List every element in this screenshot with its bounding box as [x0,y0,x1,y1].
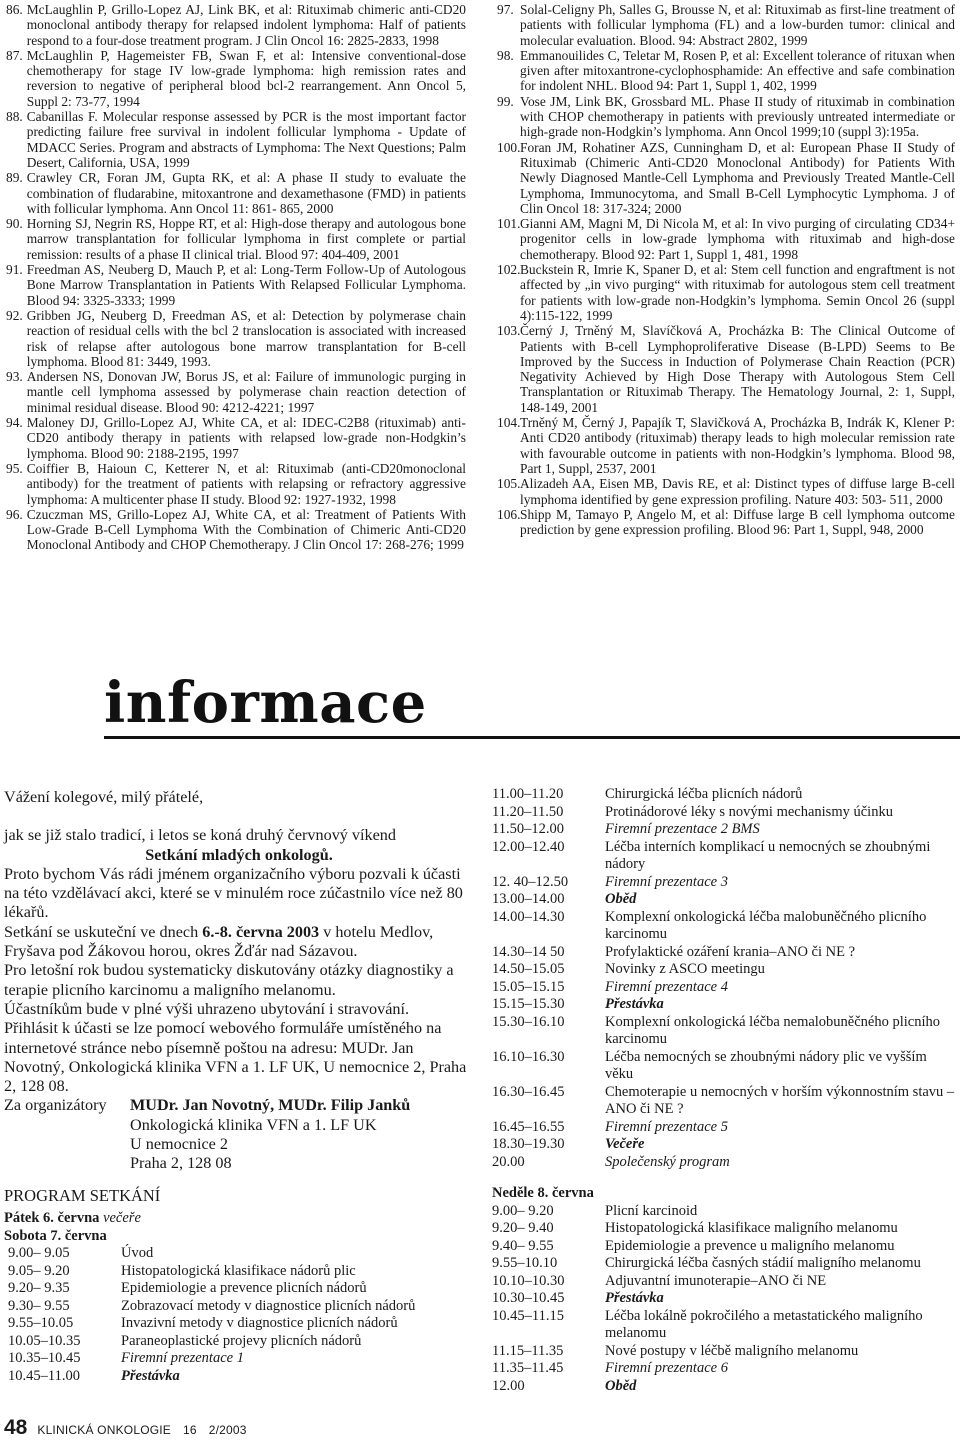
schedule-time: 12.00–12.40 [492,838,565,855]
reference-text: Horning SJ, Negrin RS, Hoppe RT, et al: High-dose therapy and autologous bone marrow transplantation for follicular lymphoma in first complete or partial remission: results of a phase II clinical trial. Blood 97: 404-409, 2001 [26,216,466,262]
schedule-row [492,1084,957,1119]
schedule-topic: Komplexní onkologická léčba malobuněčného plicního karcinomu [605,908,927,942]
schedule-row [4,1298,474,1316]
reference-item [497,216,955,262]
reference-text: Vose JM, Link BK, Grossbard ML. Phase II study of rituximab in combination with CHOP chemotherapy in patients with previously untreated intermediate or high-grade non-Hodgkin’s lymphoma. Ann Oncol 1999;10 (suppl 3):195a. [520,93,955,140]
schedule-topic: Histopatologická klasifikace maligního melanomu [605,1220,898,1236]
schedule-time: 9.20– 9.40 [492,1220,554,1236]
reference-item [497,140,955,216]
schedule-row [492,1378,957,1396]
schedule-topic: Epidemiologie a prevence plicních nádorů [121,1280,367,1296]
reference-text: Gribben JG, Neuberg D, Freedman AS, et al: Detection by polymerase chain reaction of residual cells with the bcl 2 translocation is associated with increased risk of relapse after autologous bone marrow transplantation for B-cell lymphoma. Blood 81: 3449, 1993. [26,307,466,369]
reference-number: 90. [6,216,23,232]
reference-item [497,507,955,538]
schedule-row [4,1368,474,1386]
organizers-line-4: Praha 2, 128 08 [130,1154,232,1173]
journal-info [37,1422,246,1438]
schedule-time: 9.00– 9.05 [8,1245,70,1261]
reference-text: Gianni AM, Magni M, Di Nicola M, et al: In vivo purging of circulating CD34+ progenitor cells in low-grade lymphoma with rituximab and high-dose chemotherapy. Blood 92: Part 1, Suppl 1, 481, 1998 [520,216,955,262]
invitation-letter [4,788,474,1174]
reference-number: 98. [497,47,514,63]
schedule-time: 10.45–11.00 [8,1367,80,1384]
schedule-row [492,1220,957,1238]
schedule-row [4,1315,474,1333]
reference-text: McLaughlin P, Grillo-Lopez AJ, Link BK, et al: Rituximab chimeric anti-CD20 monoclonal antibody therapy for relapsed indolent lymphoma: Half of patients respond to a four-dose treatment program. J Clin Oncol 16: 2825-2833, 1998 [26,2,466,48]
organizers-names: MUDr. Jan Novotný, MUDr. Filip Janků [130,1096,411,1115]
schedule-time: 14.30–14 50 [492,943,565,960]
schedule-topic: Chemoterapie u nemocných v horším výkonnostním stavu – ANO či NE ? [605,1083,955,1117]
schedule-topic: Komplexní onkologická léčba nemalobuněčného plicního karcinomu [605,1013,941,1047]
schedule-time: 15.15–15.30 [492,996,565,1012]
reference-text: Emmanouilides C, Teletar M, Rosen P, et al: Excellent tolerance of rituxan when given after mitoxantrone-cyclophosphamide: An effective and safe combination for indolent NHL. Blood 94: Part 1, Suppl 1, 402, 1999 [520,47,955,94]
reference-number: 104. [497,415,521,431]
schedule-row [4,1245,474,1263]
p2-text-b: v hotelu Medlov, Fryšava pod Žákovou horou, okres Žďár nad Sázavou. [4,922,434,961]
schedule-row [492,944,957,962]
schedule-time: 10.30–10.45 [492,1290,565,1306]
reference-text: Cabanillas F. Molecular response assessed by PCR is the most important factor predicting failure free survival in indolent follicular lymphoma - Update of MDACC Series. Program and abstracts of Lymphoma: The Next Questions; Palm Desert, California, USA, 1999 [26,109,466,170]
event-name: Setkání mladých onkologů. [145,845,333,864]
reference-text: Freedman AS, Neuberg D, Mauch P, et al: Long-Term Follow-Up of Autologous Bone Marrow Transplantation in Patients With Relapsed Follicular Lymphoma. Blood 94: 3325-3333; 1999 [26,262,466,308]
reference-text: Trněný M, Černý J, Papajík T, Slavičková A, Procházka B, Indrák K, Klener P: Anti CD20 antibody (rituximab) therapy leads to high molecular remission rate with favourable outcome in patients with non-Hodgkin’s lymphoma. Blood 98, Part 1, Suppl, 2537, 2001 [520,415,955,476]
schedule-row [492,979,957,997]
program-title: PROGRAM SETKÁNÍ [4,1186,161,1205]
schedule-row [492,996,957,1014]
schedule-time: 10.05–10.35 [8,1332,81,1349]
schedule-row [492,1014,957,1049]
references-left-column [6,2,466,553]
schedule-topic: Firemní prezentace 5 [605,1118,728,1135]
organizers-label: Za organizátory [4,1096,107,1115]
paragraph-4: Účastníkům bude v plné výši uhrazeno ubytování i stravování. [4,999,410,1018]
schedule-topic: Firemní prezentace 2 BMS [605,821,760,837]
schedule-time: 11.35–11.45 [492,1360,564,1376]
schedule-time: 9.00– 9.20 [492,1202,554,1219]
schedule-topic: Firemní prezentace 1 [121,1350,244,1366]
reference-item [497,476,955,507]
paragraph-1: Proto bychom Vás rádi jménem organizačního výboru pozvali k účasti na této vzdělávací akci, které se v minulém roce zúčastnilo více než 80 lékařů. [4,864,463,922]
schedule-topic: Paraneoplastické projevy plicních nádorů [121,1332,362,1349]
reference-text: Buckstein R, Imrie K, Spaner D, et al: Stem cell function and engraftment is not affected by „in vivo purging“ with rituximab for autologous stem cell treatment for patients with low-grade non-Hodgkin’s lymphoma. Semin Oncol 26 (suppl 4):115-122, 1999 [520,262,955,323]
schedule-topic: Oběd [605,891,637,907]
schedule-row [492,804,957,822]
schedule-time: 11.15–11.35 [492,1342,564,1359]
schedule-topic: Léčba interních komplikací u nemocných se zhoubnými nádory [605,838,931,872]
reference-number: 89. [6,170,23,186]
reference-number: 105. [497,476,521,492]
schedule-right [492,786,957,1395]
reference-text: McLaughlin P, Hagemeister FB, Swan F, et al: Intensive conventional-dose chemotherapy for stage IV low-grade lymphoma: high remission rates and reversion to negative of peripheral blood bcl-2 rearrangement. Ann Oncol 5, Suppl 2: 73-77, 1994 [26,47,466,109]
schedule-row [492,1290,957,1308]
schedule-row [492,874,957,892]
reference-item [497,94,955,140]
journal-name: KLINICKÁ ONKOLOGIE [37,1423,171,1437]
schedule-left [4,1210,474,1385]
reference-item [6,507,466,553]
schedule-row [492,891,957,909]
schedule-time: 16.30–16.45 [492,1083,565,1100]
schedule-row [492,839,957,874]
schedule-row [492,1273,957,1291]
schedule-row [492,786,957,804]
schedule-row [492,1255,957,1273]
reference-item [497,48,955,94]
schedule-row [492,1238,957,1256]
reference-text: Solal-Celigny Ph, Salles G, Brousse N, et al: Rituximab as first-line treatment of patients with follicular lymphoma (FL) and a low-burden tumor: clinical and molecular evaluation. Blood. 94: Abstract 2802, 1999 [520,2,955,48]
journal-issue: 2/2003 [208,1423,247,1437]
reference-number: 99. [497,93,514,109]
schedule-topic: Chirurgická léčba plicních nádorů [605,786,803,802]
schedule-topic: Adjuvantní imunoterapie–ANO či NE [605,1272,827,1289]
schedule-time: 16.45–16.55 [492,1118,565,1135]
schedule-time: 11.20–11.50 [492,803,564,820]
schedule-topic: Přestávka [605,996,664,1012]
reference-item [6,415,466,461]
schedule-time: 13.00–14.00 [492,891,565,907]
schedule-row [492,1119,957,1137]
reference-number: 101. [497,216,521,232]
section-heading: informace [104,670,427,736]
reference-item [6,109,466,170]
schedule-row [492,1203,957,1221]
schedule-row [492,1049,957,1084]
reference-number: 97. [497,2,514,17]
reference-number: 91. [6,262,23,278]
schedule-time: 20.00 [492,1153,525,1170]
schedule-topic: Protinádorové léky s novými mechanismy účinku [605,803,893,820]
reference-number: 87. [6,47,23,63]
journal-volume: 16 [183,1423,197,1437]
schedule-time: 15.05–15.15 [492,978,565,995]
schedule-topic: Firemní prezentace 3 [605,873,728,890]
reference-number: 106. [497,506,521,522]
schedule-time: 12.00 [492,1377,525,1394]
schedule-time: 11.50–12.00 [492,821,564,837]
schedule-row [492,1308,957,1343]
schedule-time: 15.30–16.10 [492,1013,565,1030]
reference-item [6,461,466,507]
schedule-time: 12. 40–12.50 [492,873,569,890]
reference-item [6,48,466,109]
reference-item [6,2,466,48]
reference-text: Shipp M, Tamayo P, Angelo M, et al: Diffuse large B cell lymphoma outcome prediction by gene expression profiling. Blood 96: Part 1, Suppl, 948, 2000 [520,506,955,538]
schedule-topic: Přestávka [121,1367,180,1384]
paragraph-2 [4,923,474,962]
reference-text: Černý J, Trněný M, Slavíčková A, Procházka B: The Clinical Outcome of Patients with B-cell Lymphoproliferative Disease (B-LPD) Seems to Be Improved by the Success in Induction of Polymerase Chain Reaction (PCR) Negativity Achieved by High Dose Therapy with Autologous Stem Cell Transplantation or Rituximab Therapy. The Hematology Journal, 2: 1, Suppl, 148-149, 2001 [520,323,955,415]
reference-number: 103. [497,323,521,339]
schedule-topic: Firemní prezentace 6 [605,1360,728,1376]
schedule-time: 9.20– 9.35 [8,1280,70,1296]
schedule-topic: Firemní prezentace 4 [605,978,728,995]
schedule-row [492,1136,957,1154]
reference-text: Maloney DJ, Grillo-Lopez AJ, White CA, et al: IDEC-C2B8 (rituximab) anti-CD20 antibody therapy in patients with relapsed low-grade non-Hodgkin’s lymphoma. Blood 90: 2188-2195, 1997 [26,415,466,461]
schedule-row [4,1280,474,1298]
schedule-topic: Histopatologická klasifikace nádorů plic [121,1262,356,1279]
schedule-time: 14.50–15.05 [492,961,565,977]
reference-item [6,216,466,262]
schedule-time: 18.30–19.30 [492,1136,565,1152]
schedule-time: 16.10–16.30 [492,1048,565,1065]
schedule-time: 10.10–10.30 [492,1272,565,1289]
reference-number: 95. [6,460,23,476]
paragraph-3: Pro letošní rok budou systematicky diskutovány otázky diagnostiky a terapie plicního karcinomu a maligního melanomu. [4,961,454,999]
schedule-topic: Přestávka [605,1290,664,1306]
schedule-row [4,1263,474,1281]
reference-text: Czuczman MS, Grillo-Lopez AJ, White CA, et al: Treatment of Patients With Low-Grade B-Cell Lymphoma With the Combination of Chimeric Anti-CD20 Monoclonal Antibody and CHOP Chemotherapy. J Clin Oncol 17: 268-276; 1999 [26,506,466,553]
organizers-line-2: Onkologická klinika VFN a 1. LF UK [130,1115,377,1134]
heading-rule [104,736,960,739]
schedule-row [4,1333,474,1351]
schedule-time: 9.55–10.10 [492,1255,558,1271]
schedule-topic: Zobrazovací metody v diagnostice plicních nádorů [121,1297,416,1314]
reference-item [6,262,466,308]
schedule-topic: Večeře [605,1136,645,1152]
schedule-row [492,1360,957,1378]
page-number: 48 [4,1416,28,1439]
paragraph-5: Přihlásit k účasti se lze pomocí webového formuláře umístěného na internetové stránce nebo písemně poštou na adresu: MUDr. Jan Novotný, Onkologická klinika VFN a 1. LF UK, U nemocnice 2, Praha 2, 128 08. [4,1019,467,1096]
reference-text: Coiffier B, Haioun C, Ketterer N, et al: Rituximab (anti-CD20monoclonal antibody) for the treatment of patients with relapsing or refractory aggressive lymphoma: A multicenter phase II study. Blood 92: 1927-1932, 1998 [26,460,466,507]
schedule-topic: Léčba lokálně pokročilého a metastatického maligního melanomu [605,1307,923,1341]
schedule-topic: Léčba nemocných se zhoubnými nádory plic ve vyšším věku [605,1048,927,1082]
friday-note: večeře [103,1210,141,1226]
schedule-time: 10.35–10.45 [8,1350,81,1366]
schedule-topic: Chirurgická léčba časných stádií maligního melanomu [605,1255,921,1271]
references-right-column [497,2,955,537]
schedule-time: 9.40– 9.55 [492,1237,554,1254]
schedule-row [492,961,957,979]
schedule-row [492,821,957,839]
schedule-topic: Oběd [605,1377,637,1394]
p2-text-a: Setkání se uskuteční ve dnech [4,922,203,941]
reference-number: 88. [6,109,23,125]
reference-item [6,369,466,415]
organizers [4,1096,474,1173]
schedule-topic: Plicní karcinoid [605,1202,698,1219]
reference-item [6,170,466,216]
reference-item [497,323,955,415]
friday-day: Pátek 6. června [4,1210,100,1226]
schedule-topic: Nové postupy v léčbě maligního melanomu [605,1342,859,1359]
event-date: 6.-8. června 2003 [202,922,320,941]
schedule-row [492,909,957,944]
schedule-topic: Epidemiologie a prevence u maligního melanomu [605,1237,895,1254]
schedule-time: 9.30– 9.55 [8,1297,70,1314]
page-footer [4,1416,247,1439]
schedule-time: 11.00–11.20 [492,786,564,802]
organizers-line-3: U nemocnice 2 [130,1135,228,1154]
reference-text: Crawley CR, Foran JM, Gupta RK, et al: A phase II study to evaluate the combination of fludarabine, mitoxantrone and dexamethasone (FMD) in patients with follicular lymphoma. Ann Oncol 11: 861- 865, 2000 [26,170,466,216]
schedule-topic: Společenský program [605,1153,730,1170]
reference-text: Foran JM, Rohatiner AZS, Cunningham D, et al: European Phase II Study of Rituximab (Chimeric Anti-CD20 Monoclonal Antibody) for Patients With Newly Diagnosed Mantle-Cell Lymphoma and Previously Treated Mantle-Cell Lymphoma, Immunocytoma, and Small B-Cell Lymphocytic Lymphoma. J of Clin Oncol 18: 317-324; 2000 [520,139,955,216]
reference-number: 94. [6,415,23,431]
greeting: Vážení kolegové, milý přátelé, [4,788,204,806]
schedule-time: 14.00–14.30 [492,908,565,925]
reference-number: 102. [497,262,521,278]
reference-number: 92. [6,307,23,323]
intro: jak se již stalo tradicí, i letos se koná druhý červnový víkend [4,826,396,845]
reference-number: 100. [497,139,521,155]
schedule-time: 9.55–10.05 [8,1315,74,1331]
saturday-label: Sobota 7. června [4,1227,107,1244]
schedule-topic: Invazivní metody v diagnostice plicních nádorů [121,1315,398,1331]
schedule-time: 9.05– 9.20 [8,1262,70,1279]
reference-number: 86. [6,2,23,17]
reference-item [497,262,955,323]
sunday-label: Neděle 8. června [492,1185,594,1201]
reference-text: Alizadeh AA, Eisen MB, Davis RE, et al: Distinct types of diffuse large B-cell lymphoma identified by gene expression profiling. Nature 403: 503- 511, 2000 [520,476,955,507]
reference-item [497,2,955,48]
reference-text: Andersen NS, Donovan JW, Borus JS, et al: Failure of immunologic purging in mantle cell lymphoma assessed by polymerase chain reaction detection of minimal residual disease. Blood 90: 4212-4221; 1997 [26,369,466,415]
schedule-row [492,1154,957,1172]
reference-item [6,308,466,369]
schedule-topic: Novinky z ASCO meetingu [605,961,765,977]
schedule-topic: Úvod [121,1245,154,1261]
schedule-time: 10.45–11.15 [492,1307,564,1324]
schedule-topic: Profylaktické ozáření krania–ANO či NE ? [605,943,856,960]
reference-number: 93. [6,369,23,385]
reference-number: 96. [6,506,23,522]
friday-label [4,1210,474,1228]
schedule-row [4,1350,474,1368]
reference-item [497,415,955,476]
schedule-row [492,1343,957,1361]
